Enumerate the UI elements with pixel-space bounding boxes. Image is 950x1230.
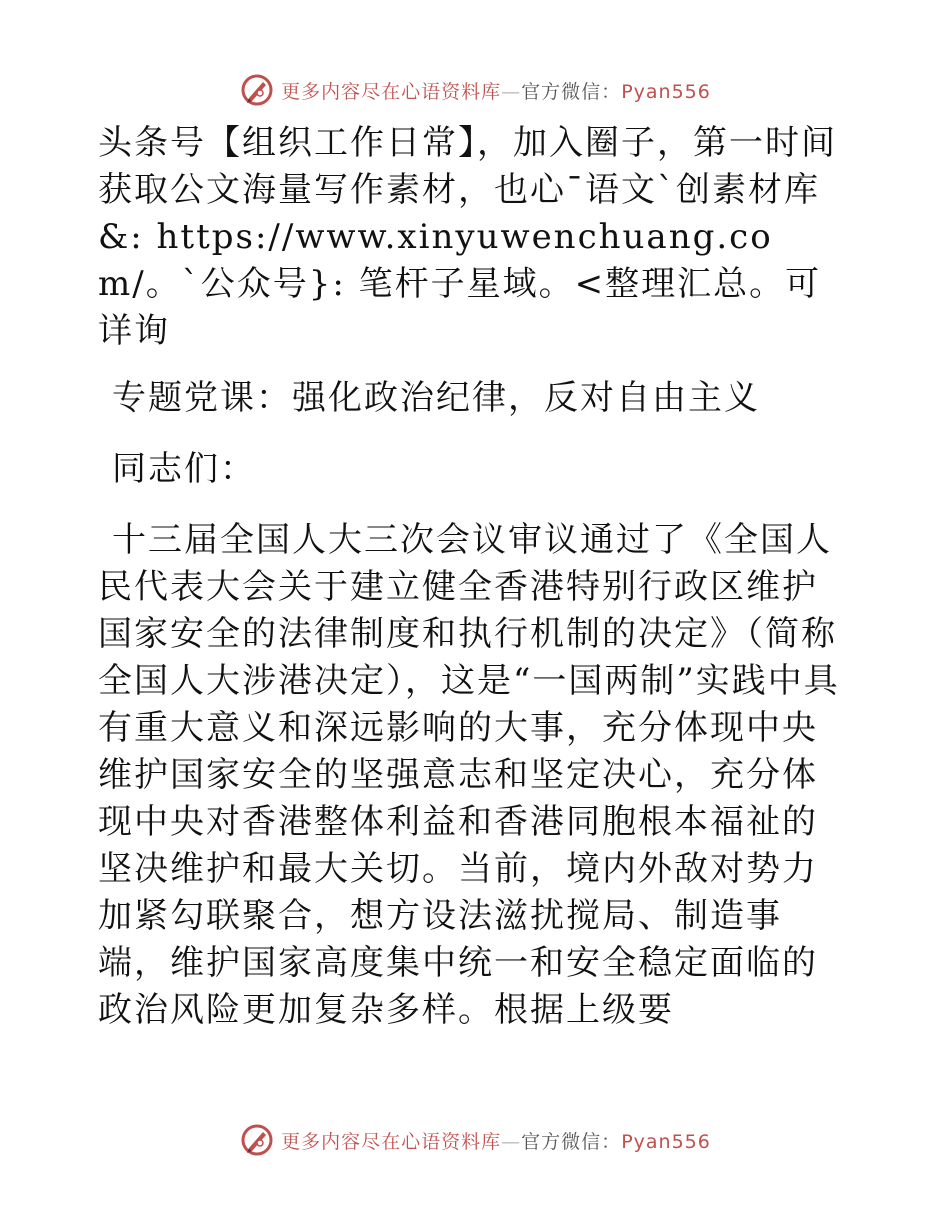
footer-banner [0,1122,950,1158]
pen-logo-icon [239,1122,275,1158]
header-banner [0,72,950,108]
lecture-title: 专题党课：强化政治纪律，反对自由主义 [112,378,760,418]
document-body [98,120,850,1058]
pen-logo-icon [239,72,275,108]
banner-text: 更多内容尽在心语资料库—官方微信：Pyan556 [281,80,711,103]
salutation: 同志们： [112,449,256,489]
intro-paragraph: 头条号【组织工作日常】，加入圈子，第一时间获取公文海量写作素材，也心¯语文`创素材库&: https://www.xinyuwenchuang.com/。`公众号}: 笔杆子星域。<整理汇总。可详询 [98,123,837,351]
body-paragraph: 十三届全国人大三次会议审议通过了《全国人民代表大会关于建立健全香港特别行政区维护国家安全的法律制度和执行机制的决定》（简称全国人大涉港决定），这是“一国两制”实践中具有重大意义和深远影响的大事，充分体现中央维护国家安全的坚强意志和坚定决心，充分体现中央对香港整体利益和香港同胞根本福祉的坚决维护和最大关切。当前，境内外敌对势力加紧勾联聚合，想方设法滋扰搅局、制造事端，维护国家高度集中统一和安全稳定面临的政治风险更加复杂多样。根据上级要 [98,520,840,1030]
banner-text: 更多内容尽在心语资料库—官方微信：Pyan556 [281,1130,711,1153]
